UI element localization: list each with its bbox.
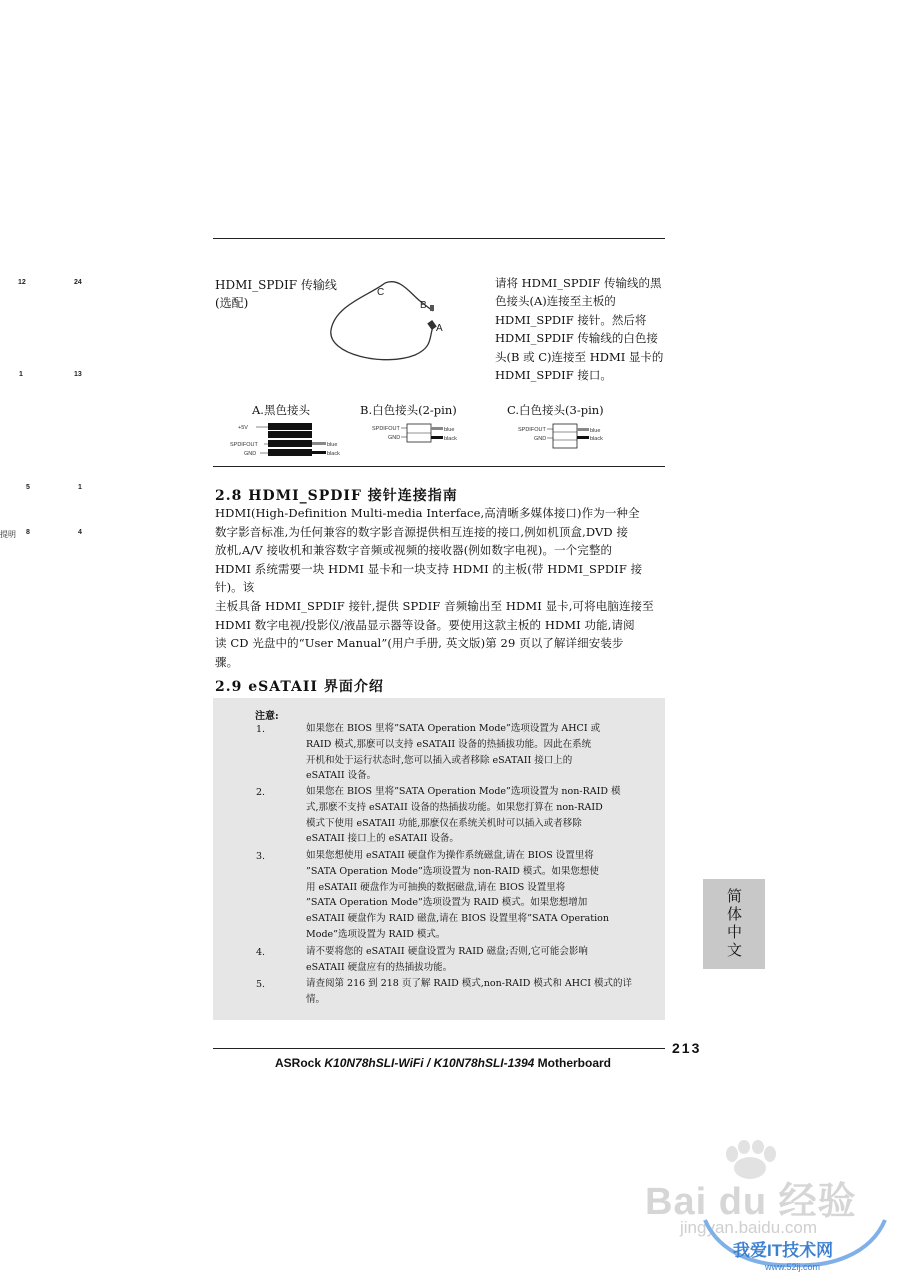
note-number: 3. [256, 851, 266, 862]
watermark-baidu: Bai du 经验 [645, 1181, 857, 1223]
instruction-line: 请将 HDMI_SPDIF 传输线的黑 [495, 276, 662, 290]
body-line: 放机,A/V 接收机和兼容数字音频或视频的接收器(例如数字电视)。一个完整的 [215, 543, 613, 558]
footer-rule [213, 1048, 665, 1049]
watermark-baidu-url: jingyan.baidu.com [680, 1218, 818, 1237]
note-line: Mode”选项设置为 RAID 模式。 [306, 928, 446, 940]
body-line: 主板具备 HDMI_SPDIF 接针,提供 SPDIF 音频输出至 HDMI 显卡,可将电脑连接至 [215, 598, 654, 613]
instruction-line: 色接头(A)连接至主板的 [495, 294, 616, 309]
note-line: eSATAII 接口上的 eSATAII 设备。 [306, 833, 459, 845]
wire-label-blue: blue [444, 427, 455, 433]
note-line: 如果您在 BIOS 里将”SATA Operation Mode”选项设置为 AHCI 或 [306, 723, 601, 734]
footer-brand: ASRock [275, 1056, 322, 1070]
note-line: ”SATA Operation Mode”选项设置为 non-RAID 模式。如果您想使 [306, 865, 599, 877]
connector-c-diagram [518, 422, 618, 450]
body-line: 骤。 [215, 654, 239, 669]
note-line: eSATAII 硬盘应有的热插拔功能。 [306, 961, 453, 973]
note-line: 式,那麽不支持 eSATAII 设备的热插拔功能。如果您打算在 non-RAID [306, 801, 603, 813]
margin-number: 13 [74, 371, 82, 378]
note-line: 请查阅第 216 到 218 页了解 RAID 模式,non-RAID 模式和 AHCI 模式的详 [306, 978, 633, 989]
cable-label-c: C [377, 287, 385, 298]
margin-number: 24 [74, 279, 82, 286]
note-line: 模式下使用 eSATAII 功能,那麽仅在系统关机时可以插入或者移除 [306, 817, 582, 829]
connector-b-diagram [372, 422, 472, 446]
footer-suffix: Motherboard [537, 1056, 612, 1070]
note-line: RAID 模式,那麽可以支持 eSATAII 设备的热插拔功能。因此在系统 [306, 738, 592, 750]
pin-label-spdifout: SPDIFOUT [372, 426, 400, 432]
cable-caption-line2: (选配) [215, 296, 249, 310]
note-item [306, 848, 636, 943]
watermark-site: 我爱IT技术网 [733, 1241, 834, 1260]
margin-number: 12 [18, 279, 26, 286]
note-line: 用 eSATAII 硬盘作为可抽换的数据磁盘,请在 BIOS 设置里将 [306, 881, 566, 893]
cable-caption-line1: HDMI_SPDIF 传输线 [215, 278, 337, 292]
connector-b-title: B.白色接头(2-pin) [360, 403, 457, 417]
instruction-line: HDMI_SPDIF 接针。然后将 [495, 312, 647, 327]
margin-number: 1 [78, 484, 82, 491]
instruction-line: 头(B 或 C)连接至 HDMI 显卡的 [495, 349, 664, 364]
note-item [306, 784, 636, 847]
instruction-line: HDMI_SPDIF 传输线的白色接 [495, 331, 658, 346]
section-2-9-heading: 2.9 eSATAII 界面介绍 [215, 679, 384, 695]
page-number: 213 [672, 1040, 702, 1056]
side-tab-label: 简体中文 [725, 888, 743, 960]
note-number: 1. [256, 724, 266, 735]
margin-number: 5 [26, 484, 30, 491]
pin-label-gnd: GND [534, 436, 547, 442]
cable-instruction [495, 274, 670, 384]
note-item [306, 944, 636, 976]
margin-text: 提明 [0, 530, 16, 539]
note-line: eSATAII 设备。 [306, 770, 377, 782]
note-line: eSATAII 硬盘作为 RAID 磁盘,请在 BIOS 设置里将”SATA Operation [306, 913, 609, 925]
connector-a-title: A.黑色接头 [252, 403, 310, 417]
note-number: 2. [256, 787, 266, 798]
body-line: 数字影音标准,为任何兼容的数字影音源提供相互连接的接口,例如机顶盒,DVD 接 [215, 524, 629, 539]
pin-label-gnd: GND [244, 451, 257, 457]
wire-label-black: black [327, 451, 340, 457]
wire-label-black: black [444, 436, 457, 442]
connector-c-title: C.白色接头(3-pin) [507, 403, 604, 417]
note-number: 4. [256, 947, 266, 958]
body-line: HDMI(High-Definition Multi-media Interface,高清晰多媒体接口)作为一种全 [215, 506, 640, 520]
note-line: 开机和处于运行状态时,您可以插入或者移除 eSATAII 接口上的 [306, 754, 573, 766]
margin-number: 8 [26, 529, 30, 536]
instruction-line: HDMI_SPDIF 接口。 [495, 368, 612, 383]
body-line: HDMI 数字电视/投影仪/液晶显示器等设备。要使用这款主板的 HDMI 功能,请阅 [215, 617, 635, 632]
language-side-tab [703, 879, 765, 969]
note-number: 5. [256, 979, 266, 990]
note-item [306, 976, 636, 1008]
margin-number: 1 [19, 371, 23, 378]
watermark-site-url: www.52ij.com [765, 1262, 821, 1272]
section-2-8-heading: 2.8 HDMI_SPDIF 接针连接指南 [215, 488, 458, 504]
margin-number: 4 [78, 529, 82, 536]
footer-text [275, 1056, 611, 1070]
pin-label-spdifout: SPDIFOUT [230, 442, 258, 448]
footer-model: K10N78hSLI-WiFi / K10N78hSLI-1394 [324, 1056, 535, 1070]
pin-label-5v: +5V [238, 425, 248, 431]
note-item [306, 721, 636, 784]
wire-label-blue: blue [327, 442, 338, 448]
note-title: 注意: [255, 711, 279, 722]
note-line: ”SATA Operation Mode”选项设置为 RAID 模式。如果您想增加 [306, 897, 588, 909]
pin-label-spdifout: SPDIFOUT [518, 427, 546, 433]
wire-label-blue: blue [590, 428, 601, 434]
cable-label-a: A [436, 323, 443, 334]
cable-illustration [325, 275, 455, 375]
top-rule [213, 238, 665, 239]
pin-label-gnd: GND [388, 435, 401, 441]
note-line: 如果您想使用 eSATAII 硬盘作为操作系统磁盘,请在 BIOS 设置里将 [306, 850, 594, 861]
wire-label-black: black [590, 436, 603, 442]
cable-label-b: B [420, 300, 427, 311]
section-2-8-body [215, 504, 667, 671]
note-line: 如果您在 BIOS 里将”SATA Operation Mode”选项设置为 non-RAID 模 [306, 786, 621, 797]
connector-a-diagram [230, 420, 350, 460]
note-line: 请不要将您的 eSATAII 硬盘设置为 RAID 磁盘;否则,它可能会影响 [306, 946, 588, 957]
section-rule [213, 466, 665, 467]
note-line: 情。 [306, 993, 326, 1005]
body-line: HDMI 系统需要一块 HDMI 显卡和一块支持 HDMI 的主板(带 HDMI_SPDIF 接针)。该 [215, 561, 643, 595]
body-line: 读 CD 光盘中的“User Manual”(用户手册, 英文版)第 29 页以了解详细安装步 [215, 636, 624, 651]
cable-caption [215, 276, 337, 312]
